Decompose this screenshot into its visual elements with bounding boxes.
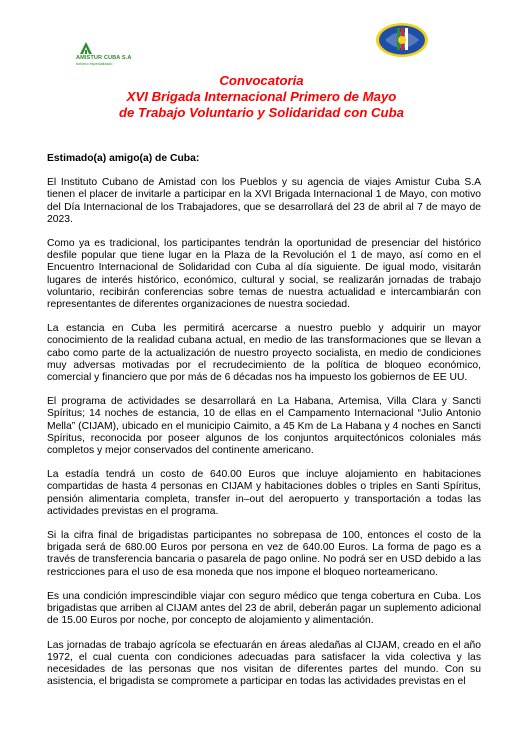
amistur-logo-icon bbox=[78, 40, 94, 56]
paragraph: La estancia en Cuba les permitirá acercarse a nuestro pueblo y adquirir un mayor conocimiento de la realidad cubana actual, en medio de las transformaciones que se llevan a cabo como parte de la actualización de nuestro proyecto socialista, en medio de condiciones muy adversas motivadas por el recrudecimiento de la política de bloqueo económico, comercial y financiero que por más de 6 décadas nos ha impuesto los gobiernos de EE UU. bbox=[47, 323, 481, 384]
title-line-2: XVI Brigada Internacional Primero de Mayo bbox=[126, 89, 397, 104]
paragraph: Si la cifra final de brigadistas participantes no sobrepasa de 100, entonces el costo de la brigada será de 680.00 Euros por persona en vez de 640.00 Euros. La forma de pago es a través de transferencia bancaria o pasarela de pago online. No podrá ser en USD debido a las restricciones para el uso de esa moneda que nos impone el bloqueo norteamericano. bbox=[47, 530, 481, 578]
document-title bbox=[40, 73, 483, 121]
amistur-logo-name: AMISTUR CUBA S.A bbox=[76, 55, 132, 61]
icap-logo-icon bbox=[375, 22, 429, 58]
paragraph: La estadía tendrá un costo de 640.00 Euros que incluye alojamiento en habitaciones compartidas de hasta 4 personas en CIJAM y habitaciones dobles o triples en Santi Spíritus, pensión alimentaria completa, transfer in–out del aeropuerto y transportación a todas las actividades previstas en el programa. bbox=[47, 469, 481, 517]
title-line-1: Convocatoria bbox=[219, 73, 304, 88]
greeting: Estimado(a) amigo(a) de Cuba: bbox=[47, 153, 200, 164]
paragraph: El programa de actividades se desarrollará en La Habana, Artemisa, Villa Clara y Sancti Spíritus; 14 noches de estancia, 10 de ellas en el Campamento Internacional “Julio Antonio Mella” (CIJAM), ubicado en el municipio Caimito, a 45 Km de La Habana y 4 noches en Sancti Spíritus, reconocida por poseer algunos de los conjuntos arquitectónicos coloniales más completos y mejor conservados del continente americano. bbox=[47, 396, 481, 457]
paragraph: El Instituto Cubano de Amistad con los Pueblos y su agencia de viajes Amistur Cuba S.A tienen el placer de invitarle a participar en la XVI Brigada Internacional 1 de Mayo, con motivo del Día Internacional de los Trabajadores, que se desarrollará del 23 de abril al 7 de mayo de 2023. bbox=[47, 177, 481, 225]
letter-body bbox=[47, 153, 481, 700]
amistur-logo-tagline: turismo especializado bbox=[76, 62, 113, 66]
title-line-3: de Trabajo Voluntario y Solidaridad con Cuba bbox=[118, 105, 405, 120]
paragraph: Como ya es tradicional, los participantes tendrán la oportunidad de presenciar del histórico desfile popular que tiene lugar en la Plaza de la Revolución el 1 de mayo, así como en el Encuentro Internacional de Solidaridad con Cuba al día siguiente. De igual modo, visitarán lugares de interés histórico, económico, cultural y social, se realizarán jornadas de trabajo voluntario, recibirán conferencias sobre temas de nuestra actualidad e intercambiarán con representantes de diferentes organizaciones de nuestra sociedad. bbox=[47, 238, 481, 311]
paragraph: Es una condición imprescindible viajar con seguro médico que tenga cobertura en Cuba. Los brigadistas que arriben al CIJAM antes del 23 de abril, deberán pagar un suplemento adicional de 15.00 Euros por noche, por concepto de alojamiento y alimentación. bbox=[47, 590, 481, 627]
paragraph: Las jornadas de trabajo agrícola se efectuarán en áreas aledañas al CIJAM, creado en el año 1972, el cual cuenta con condiciones adecuadas para satisfacer la vida colectiva y las necesidades de las personas que nos visitan de diferentes partes del mundo. Con su asistencia, el brigadista se compromete a participar en todas las actividades previstas en el bbox=[47, 639, 481, 688]
amistur-logo bbox=[76, 40, 140, 68]
